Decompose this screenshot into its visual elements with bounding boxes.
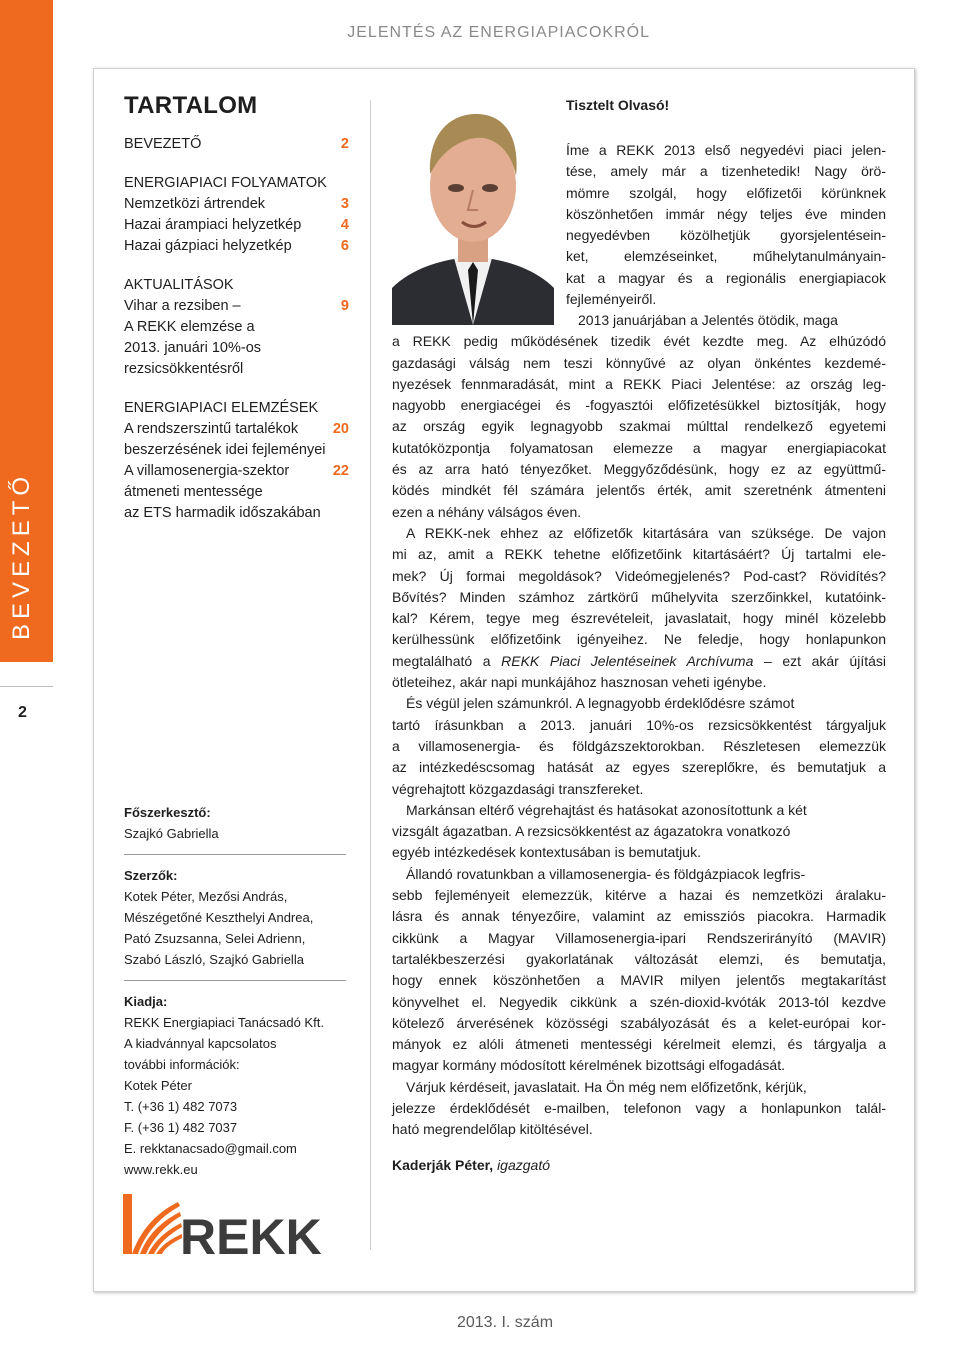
section-side-tab <box>0 0 53 662</box>
text-line: nagyobb energiacégei és -fogyasztói előfizetésükkel biztosítják, hogy <box>392 397 886 414</box>
text-line: negyedévben közölhetjük gyorsjelentésein- <box>566 227 886 244</box>
text-line: az ország egyik legnagyobb szakmai múlttal rendelkező egyetemi <box>392 418 886 435</box>
toc-entry-label: az ETS harmadik időszakában <box>124 505 321 521</box>
signature-role: igazgató <box>497 1157 550 1173</box>
toc-entry-continuation <box>124 359 349 380</box>
text-line: könyvelhet el. Negyedik cikkünk a szén-dioxid-kvóták 2013-tól kezdve <box>392 993 886 1010</box>
toc-entry-label: Nemzetközi ártrendek <box>124 196 266 212</box>
text-line: cikkünk a Magyar Villamosenergia-ipari Rendszerirányító (MAVIR) <box>392 929 886 946</box>
text-line: sebb fejleményeit elemezzük, kitérve a hazai és nemzetközi áralaku- <box>392 887 886 904</box>
toc-entry-label: A REKK elemzése a <box>124 319 255 335</box>
text-line: kat a magyar és a regionális energiapiacok <box>566 269 886 286</box>
author-line: Pató Zsuzsanna, Selei Adrienn, <box>124 931 306 946</box>
text-line: lásra és annak tényezőire, valamint az emissziós piacokra. Harmadik <box>392 908 886 925</box>
column-divider <box>370 100 371 1250</box>
contact-fax: F. (+36 1) 482 7037 <box>124 1120 238 1135</box>
letter-paragraph <box>392 693 886 799</box>
letter-paragraph <box>392 310 886 523</box>
toc-entry[interactable] <box>124 215 349 236</box>
text-line: Íme a REKK 2013 első negyedévi piaci jelen- <box>566 142 886 158</box>
text-line: a REKK pedig működésének tizedik évét kezdte meg. Az elhúzódó <box>392 333 886 350</box>
publisher-label: Kiadja: <box>124 994 168 1009</box>
text-line: Állandó rovatunkban a villamosenergia- és földgázpiacok legfris- <box>406 865 806 882</box>
toc-entry-continuation <box>124 482 349 503</box>
toc-entry-label: 2013. januári 10%-os <box>124 340 262 356</box>
toc-entry-label: Hazai gázpiaci helyzetkép <box>124 238 292 254</box>
text-line: nyezések fennmaradását, mint a REKK Piaci Jelentése: az ország leg- <box>392 375 886 392</box>
toc-title: TARTALOM <box>124 92 258 119</box>
toc-entry-continuation <box>124 440 349 461</box>
text-line: tése, amely már a tizenhetedik! Nagy örö- <box>566 163 886 180</box>
text-fragment: – ezt akár újítási <box>753 652 887 669</box>
table-of-contents <box>124 92 349 524</box>
text-fragment: megtalálható a <box>392 652 502 669</box>
toc-entry[interactable] <box>124 419 349 440</box>
author-line: Kotek Péter, Mezősi András, <box>124 889 288 904</box>
text-line: egyéb intézkedések kontextusában is bemutatjuk. <box>392 844 701 861</box>
toc-entry[interactable] <box>124 296 349 317</box>
side-divider <box>0 686 53 687</box>
text-line: a villamosenergia- és földgázszektorokban. Részletesen elemezzük <box>392 737 886 754</box>
letter-paragraph <box>392 523 886 693</box>
toc-intro-label: BEVEZETŐ <box>124 136 202 152</box>
letter-paragraph <box>392 1077 886 1141</box>
toc-entry-continuation <box>124 317 349 338</box>
text-line: köszönhetően immár négy teljes éve minden <box>566 205 886 222</box>
text-line: ezen a néhány válságos éven. <box>392 503 582 520</box>
contact-intro: további információk: <box>124 1057 240 1072</box>
toc-entry-label: A rendszerszintű tartalékok <box>124 421 299 437</box>
toc-entry-label: Hazai árampiaci helyzetkép <box>124 217 302 233</box>
letter-paragraph <box>392 864 886 1077</box>
toc-entry-page: 3 <box>340 196 349 212</box>
impressum <box>124 802 346 1180</box>
text-line: kutatóközpontja folyamatosan elemezze a magyar energiapiacokat <box>392 439 886 456</box>
text-line: mömre szolgál, hogy előfizetői körünknek <box>566 184 886 201</box>
author-line: Mészégetőné Keszthelyi Andrea, <box>124 910 314 925</box>
director-portrait <box>392 100 554 325</box>
toc-intro-entry[interactable] <box>124 134 349 155</box>
toc-section-heading: AKTUALITÁSOK <box>124 277 234 293</box>
text-line: 2013 januárjában a Jelentés ötödik, maga <box>578 312 838 328</box>
signature-name: Kaderják Péter, <box>392 1157 494 1173</box>
toc-entry[interactable] <box>124 461 349 482</box>
text-line: mek? Új formai megoldások? Videómegjelenés? Pod-cast? Rövidítés? <box>392 567 886 584</box>
toc-section-heading: ENERGIAPIACI ELEMZÉSEK <box>124 400 319 416</box>
text-line: ható megrendelőlap kitöltésével. <box>392 1121 593 1138</box>
publisher-name: REKK Energiapiaci Tanácsadó Kft. <box>124 1015 324 1030</box>
section-side-tab-label: BEVEZETŐ <box>8 471 35 640</box>
text-line: mi az, amit a REKK tehetne előfizetőink kitartásáért? Új tartalmi ele- <box>392 546 886 563</box>
text-line: Markánsan eltérő végrehajtást és hatásokat azonosítottunk a két <box>406 801 807 818</box>
rekk-logo-text: REKK <box>180 1209 322 1258</box>
text-line: az intézkedéscsomag hatását az egyes szereplőkre, és bemutatjuk a <box>392 759 886 776</box>
authors-label: Szerzők: <box>124 868 178 883</box>
toc-entry-label: átmeneti mentessége <box>124 484 263 500</box>
text-line: kal? Kérem, tegye meg észrevételeit, javaslatait, hogy minél közelebb <box>392 610 886 627</box>
running-header: JELENTÉS AZ ENERGIAPIACOKRÓL <box>347 24 650 41</box>
toc-entry[interactable] <box>124 194 349 215</box>
contact-intro: A kiadvánnyal kapcsolatos <box>124 1036 277 1051</box>
text-line: fejleményeiről. <box>566 291 657 308</box>
toc-entry-page: 6 <box>340 238 349 254</box>
text-line: Várjuk kérdéseit, javaslatait. Ha Ön még nem előfizetőnk, kérjük, <box>406 1078 807 1095</box>
text-line: mányok ez alóli átmeneti mentességi kérelmeit elemzi, és tárgyalja a <box>392 1036 886 1053</box>
letter-paragraph <box>392 800 886 864</box>
credits-divider <box>124 980 346 981</box>
text-line: és az arra ható tényezőket. Meggyőződésünk, hogy ez az együttmű- <box>392 461 886 478</box>
text-line: És végül jelen számunkról. A legnagyobb érdeklődésre számot <box>406 695 795 712</box>
toc-entry-label: rezsicsökkentésről <box>124 361 244 377</box>
contact-website[interactable]: www.rekk.eu <box>124 1162 198 1177</box>
credits-divider <box>124 854 346 855</box>
toc-entry-page: 20 <box>332 421 349 437</box>
text-line: Bővítés? Minden számhoz zártkörű műhelyvita szerzőinkkel, kutatóink- <box>392 588 886 605</box>
letter-body <box>392 310 886 1141</box>
toc-section-heading: ENERGIAPIACI FOLYAMATOK <box>124 175 327 191</box>
contact-name: Kotek Péter <box>124 1078 192 1093</box>
text-line: ket, elemzéseinket, műhelytanulmányain- <box>566 248 886 265</box>
toc-entry-continuation <box>124 338 349 359</box>
text-line: tartó írásunkban a 2013. januári 10%-os rezsicsökkentést tárgyaljuk <box>392 716 886 733</box>
toc-entry-page: 4 <box>340 217 349 233</box>
toc-entry-label: beszerzésének idei fejleményei <box>124 442 326 458</box>
toc-entry-label: A villamosenergia-szektor <box>124 463 290 479</box>
editor-label: Főszerkesztő: <box>124 805 211 820</box>
editor-name: Szajkó Gabriella <box>124 826 219 841</box>
toc-intro-page: 2 <box>340 136 349 152</box>
text-line: magyar kormány módosított kérelmének bizottsági elfogadását. <box>392 1057 785 1074</box>
toc-entry-page: 22 <box>332 463 349 479</box>
text-line: A REKK-nek ehhez az előfizetők kitartására van szüksége. De vajon <box>406 524 886 541</box>
rekk-logo-graphic <box>120 1192 348 1258</box>
text-line: vizsgált ágazatban. A rezsicsökkentést az ágazatokra vonatkozó <box>392 823 791 840</box>
toc-entry-page: 9 <box>340 298 349 314</box>
portrait-image <box>392 100 554 325</box>
toc-entry-label: Vihar a rezsiben – <box>124 298 241 314</box>
letter-greeting: Tisztelt Olvasó! <box>566 97 670 113</box>
rekk-logo <box>120 1192 348 1258</box>
text-line: kerülhessünk előfizetőink igényeihez. Ne feledje, hogy honlapunkon <box>392 631 886 648</box>
contact-phone: T. (+36 1) 482 7073 <box>124 1099 238 1114</box>
text-line: kötelező árverésének közösségi szabályozását és a kelet-európai kor- <box>392 1014 886 1031</box>
archive-title: REKK Piaci Jelentéseinek Archívuma <box>501 652 754 669</box>
toc-entry[interactable] <box>124 236 349 257</box>
author-line: Szabó László, Szajkó Gabriella <box>124 952 304 967</box>
text-line: tartalékbeszerzési gyakorlatának változását elemzi, és bemutatja, <box>392 950 886 967</box>
text-line: ködés mindkét fél számára jelentős érték, amit szeretnénk átmenteni <box>392 482 886 499</box>
text-line: ötleteihez, akár napi munkájához hasznosan veheti igénybe. <box>392 674 767 691</box>
text-line: végrehajtott közgazdasági transzfereket. <box>392 780 644 797</box>
letter-signature <box>392 1157 550 1173</box>
text-line <box>392 651 886 672</box>
text-line: hogy ennek köszönhetően a MAVIR milyen jelentős megtakarítást <box>392 972 886 989</box>
contact-email[interactable]: E. rekktanacsado@gmail.com <box>124 1141 297 1156</box>
toc-entry-continuation <box>124 503 349 524</box>
letter-intro-paragraph <box>566 140 886 310</box>
text-line: jelezze érdeklődését e-mailben, telefonon vagy a honlapunkon talál- <box>392 1099 886 1116</box>
text-line: gazdasági válság nem teszi könnyűvé az olyan önkéntes kezdemé- <box>392 354 886 371</box>
page-number: 2 <box>18 704 27 721</box>
issue-footer: 2013. I. szám <box>456 1314 554 1331</box>
